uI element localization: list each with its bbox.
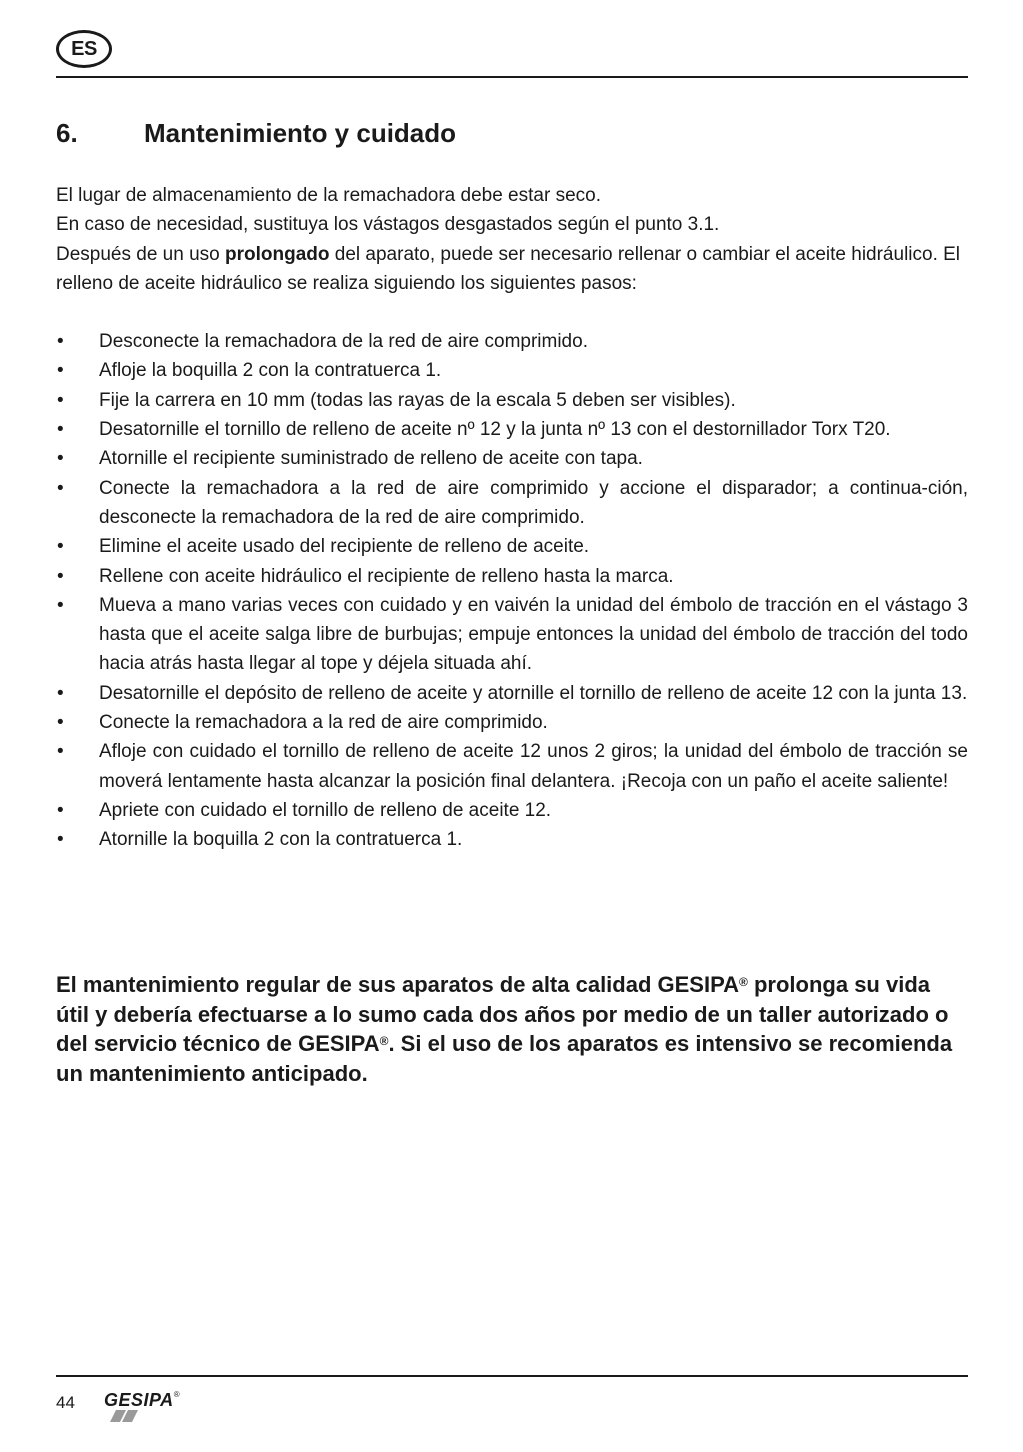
step-text: Atornille el recipiente suministrado de relleno de aceite con tapa.	[99, 448, 643, 470]
bullet-icon: •	[57, 419, 64, 441]
list-item	[56, 825, 968, 854]
brand-logo	[104, 1390, 204, 1424]
list-item	[56, 444, 968, 473]
list-item	[56, 415, 968, 444]
brand-wordmark	[104, 1390, 180, 1411]
notice-text-3: . Si el uso de los aparatos es intensivo se recomienda un mantenimiento anticipado.	[56, 1031, 953, 1086]
intro-paragraph	[56, 240, 968, 299]
bullet-icon: •	[57, 741, 64, 763]
bullet-icon: •	[57, 799, 64, 821]
intro-line-2: En caso de necesidad, sustituya los vástagos desgastados según el punto 3.1.	[56, 214, 720, 236]
step-text: Mueva a mano varias veces con cuidado y en vaivén la unidad del émbolo de tracción en el vástago 3 hasta que el aceite salga libre de burbujas; empuje entonces la unidad del émbolo de tracción del todo hacia atrás hasta llegar al tope y déjela situada ahí.	[99, 594, 968, 675]
notice-text-2: prolonga su vida útil y debería efectuarse a lo sumo cada dos años por medio de un taller autorizado o del servicio técnico de GESIPA	[56, 972, 949, 1056]
bullet-icon: •	[57, 389, 64, 411]
section-title: Mantenimiento y cuidado	[144, 118, 457, 148]
step-text: Conecte la remachadora a la red de aire comprimido y accione el disparador; a continua-ción, desconecte la remachadora de la red de aire comprimido.	[99, 477, 968, 528]
list-item	[56, 737, 968, 796]
bullet-icon: •	[57, 682, 64, 704]
brand-name: GESIPA	[104, 1390, 174, 1410]
bullet-icon: •	[57, 712, 64, 734]
bullet-icon: •	[57, 565, 64, 587]
maintenance-steps-list	[56, 327, 968, 854]
step-text: Apriete con cuidado el tornillo de relleno de aceite 12.	[99, 799, 552, 821]
bullet-icon: •	[57, 829, 64, 851]
intro-emphasis: prolongado	[225, 243, 330, 265]
step-text: Desatornille el depósito de relleno de aceite y atornille el tornillo de relleno de aceite 12 con la junta 13.	[99, 682, 968, 704]
bullet-icon: •	[57, 594, 64, 616]
list-item	[56, 386, 968, 415]
step-text: Desconecte la remachadora de la red de aire comprimido.	[99, 331, 588, 353]
list-item	[56, 591, 968, 679]
step-text: Desatornille el tornillo de relleno de aceite nº 12 y la junta nº 13 con el destornillador Torx T20.	[99, 419, 891, 441]
bullet-icon: •	[57, 331, 64, 353]
list-item	[56, 356, 968, 385]
intro-text-continued: del aparato, puede ser necesario rellenar o cambiar el aceite hidráulico. El relleno de aceite hidráulico se realiza siguiendo los siguientes pasos:	[56, 243, 961, 294]
section-heading	[56, 118, 456, 149]
list-item	[56, 708, 968, 737]
language-badge: ES	[56, 30, 112, 68]
brand-registered-mark: ®	[173, 1390, 181, 1399]
bullet-icon: •	[57, 477, 64, 499]
footer-divider	[56, 1375, 968, 1377]
list-item	[56, 562, 968, 591]
section-body	[56, 181, 968, 855]
gesipa-stripes-icon	[110, 1410, 150, 1422]
step-text: Atornille la boquilla 2 con la contratuerca 1.	[99, 829, 463, 851]
notice-text-1: El mantenimiento regular de sus aparatos de alta calidad GESIPA	[56, 972, 740, 997]
list-item	[56, 796, 968, 825]
maintenance-notice	[56, 970, 956, 1088]
registered-mark: ®	[739, 975, 748, 989]
step-text: Elimine el aceite usado del recipiente de relleno de aceite.	[99, 536, 590, 558]
intro-text: Después de un uso	[56, 243, 226, 265]
registered-mark: ®	[379, 1034, 389, 1048]
step-text: Rellene con aceite hidráulico el recipiente de relleno hasta la marca.	[99, 565, 674, 587]
step-text: Conecte la remachadora a la red de aire comprimido.	[99, 712, 548, 734]
bullet-icon: •	[57, 536, 64, 558]
bullet-icon: •	[57, 448, 64, 470]
section-number: 6.	[56, 118, 78, 148]
bullet-icon: •	[57, 360, 64, 382]
step-text: Fije la carrera en 10 mm (todas las rayas de la escala 5 deben ser visibles).	[99, 389, 736, 411]
list-item	[56, 532, 968, 561]
page-number: 44	[56, 1393, 75, 1412]
list-item	[56, 327, 968, 356]
header-divider	[56, 76, 968, 78]
list-item	[56, 679, 968, 708]
step-text: Afloje la boquilla 2 con la contratuerca 1.	[99, 360, 442, 382]
list-item	[56, 474, 968, 533]
intro-line-1: El lugar de almacenamiento de la remachadora debe estar seco.	[56, 185, 601, 206]
step-text: Afloje con cuidado el tornillo de relleno de aceite 12 unos 2 giros; la unidad del émbolo de tracción se moverá lentamente hasta alcanzar la posición final delantera. ¡Recoja con un paño el aceite saliente!	[99, 741, 968, 792]
